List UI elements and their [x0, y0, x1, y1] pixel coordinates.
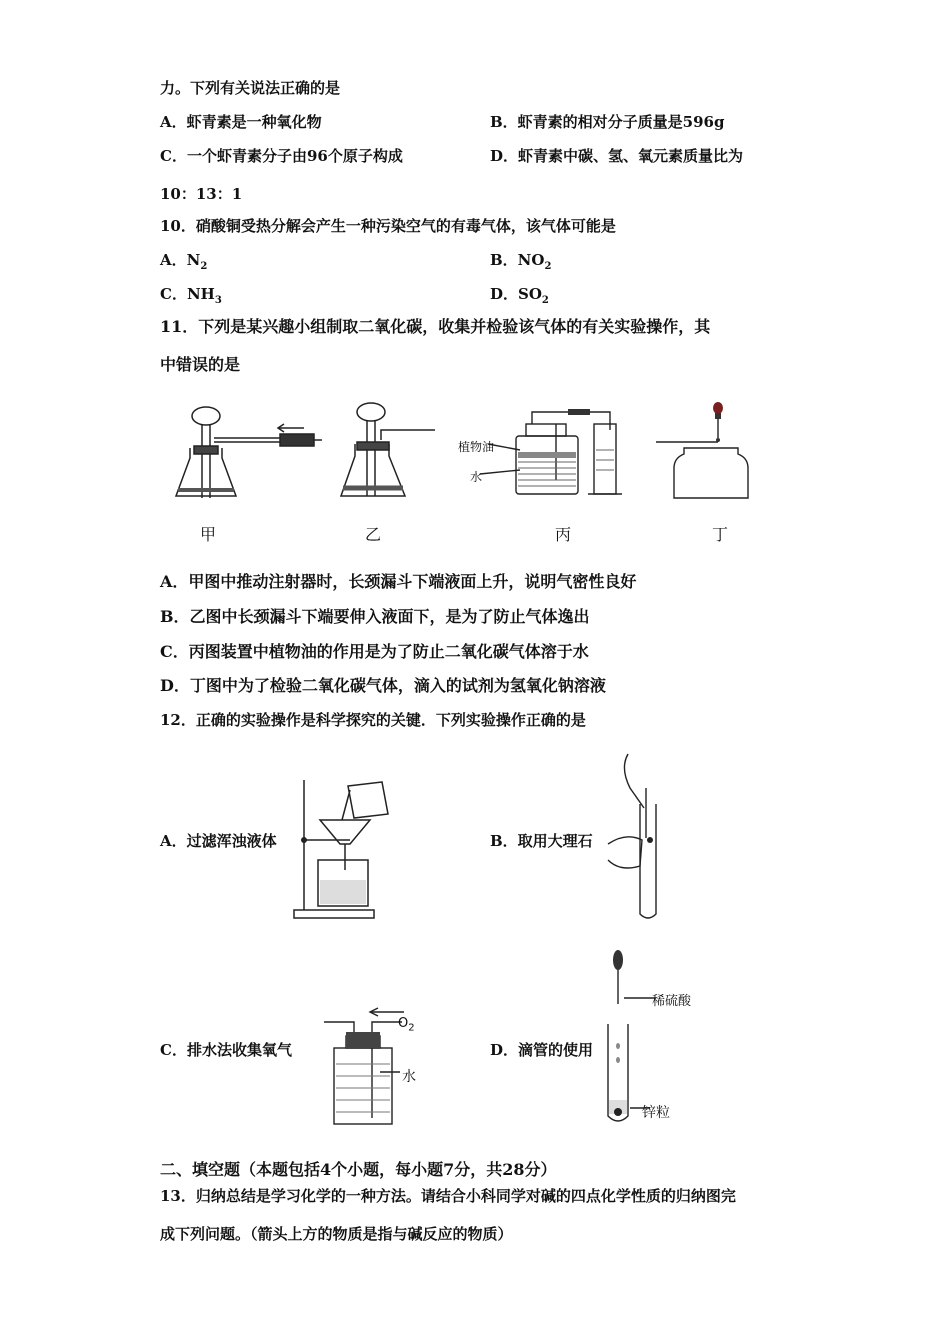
q9-stem-end: 力。下列有关说法正确的是 [160, 79, 341, 97]
label-water-c: 水 [402, 1069, 416, 1085]
section-title-fill-blank: 二、填空题（本题包括4个小题，每小题7分，共28分） [160, 1160, 557, 1179]
q11-option-d: D．丁图中为了检验二氧化碳气体，滴入的试剂为氢氧化钠溶液 [160, 676, 606, 695]
label-o2: $O_2$ [398, 1016, 415, 1034]
q12-option-a: A．过滤浑浊液体 [160, 832, 277, 850]
apparatus-jia-figure [170, 400, 330, 510]
label-zinc-granules: 锌粒 [642, 1105, 670, 1121]
q9-option-d-cont: 10：13：1 [160, 185, 243, 203]
q11-option-a: A．甲图中推动注射器时，长颈漏斗下端液面上升，说明气密性良好 [160, 572, 637, 591]
q9-option-c: C．一个虾青素分子由96个原子构成 [160, 147, 403, 165]
q11-option-c: C．丙图装置中植物油的作用是为了防止二氧化碳气体溶于水 [160, 642, 589, 661]
label-dilute-sulfuric-acid: 稀硫酸 [652, 994, 692, 1009]
q11-stem-2: 中错误的是 [160, 355, 241, 374]
marble-tube-figure [600, 748, 680, 923]
q11-stem-1: 11．下列是某兴趣小组制取二氧化碳，收集并检验该气体的有关实验操作，其 [160, 317, 711, 336]
q12-option-d: D．滴管的使用 [490, 1041, 594, 1059]
label-vegetable-oil: 植物油 [458, 440, 495, 454]
caption-ding: 丁 [712, 525, 729, 544]
caption-yi: 乙 [365, 525, 382, 544]
caption-jia: 甲 [200, 525, 217, 544]
q9-option-b: B．虾青素的相对分子质量是596g [490, 113, 725, 131]
q10-option-a: A．$N_2$ [160, 251, 208, 272]
apparatus-yi-figure [335, 400, 445, 510]
q10-option-d: D．$SO_2$ [490, 285, 549, 306]
q10-option-b: B．$NO_2$ [490, 251, 552, 272]
q12-option-c: C．排水法收集氧气 [160, 1041, 292, 1059]
caption-bing: 丙 [555, 525, 572, 544]
apparatus-ding-figure [650, 398, 765, 508]
q12-option-b: B．取用大理石 [490, 832, 593, 850]
q10-stem: 10．硝酸铜受热分解会产生一种污染空气的有毒气体，该气体可能是 [160, 217, 616, 235]
q10-option-c: C．$NH_3$ [160, 285, 222, 306]
q9-option-d: D．虾青素中碳、氢、氧元素质量比为 [490, 147, 744, 165]
q12-stem: 12．正确的实验操作是科学探究的关键．下列实验操作正确的是 [160, 711, 586, 729]
filtration-figure [290, 760, 410, 922]
q11-option-b: B．乙图中长颈漏斗下端要伸入液面下，是为了防止气体逸出 [160, 607, 590, 626]
q13-line-2: 成下列问题。（箭头上方的物质是指与碱反应的物质） [160, 1225, 513, 1243]
q13-line-1: 13．归纳总结是学习化学的一种方法。请结合小科同学对碱的四点化学性质的归纳图完 [160, 1187, 736, 1205]
q9-option-a: A．虾青素是一种氧化物 [160, 113, 322, 131]
label-water-bing: 水 [470, 470, 483, 484]
